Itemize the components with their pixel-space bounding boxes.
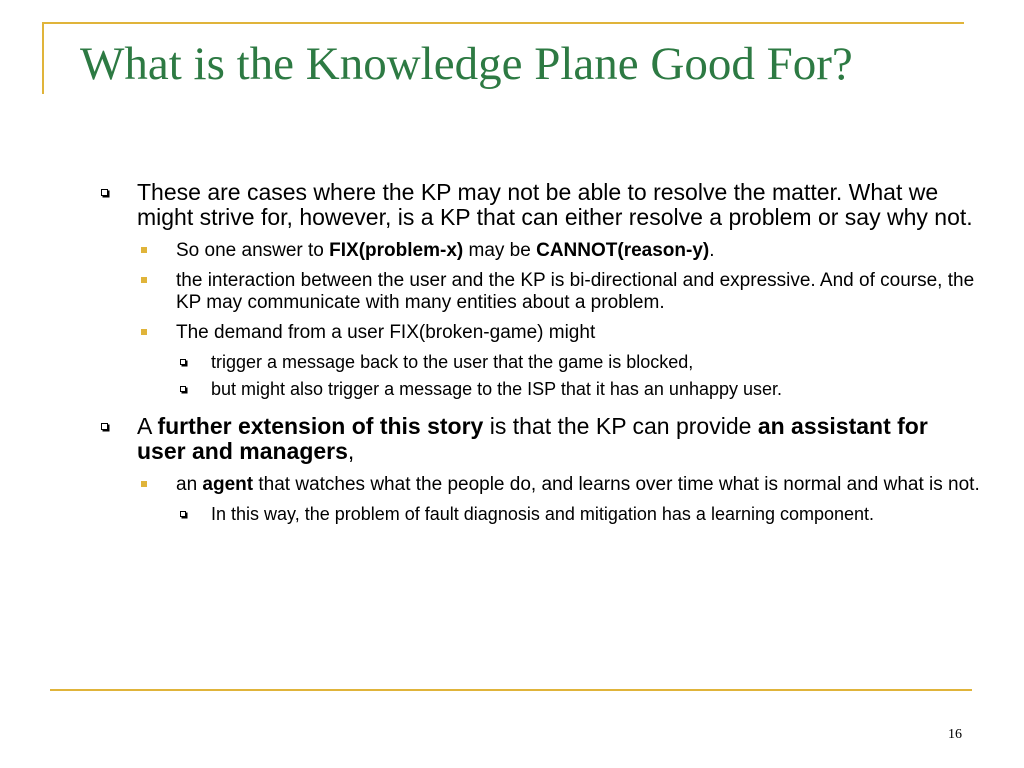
bullet-text-post: , [347, 438, 355, 464]
bullet-text: These are cases where the KP may not be able to resolve the matter. What we might strive for, however, is a KP that can either resolve a problem or say why not. [137, 179, 973, 230]
sub-bullet-text-mid: may be [463, 240, 537, 261]
frame-bottom-line [50, 689, 972, 691]
sub-bullet-agent [100, 474, 980, 496]
further-extension-term: further extension of this story [157, 413, 484, 439]
sub-bullet-text: The demand from a user FIX(broken-game) might [176, 322, 596, 343]
sub-sub-bullet-trigger-user [100, 352, 980, 373]
frame-left-line [42, 22, 44, 94]
filled-square-bullet-icon [141, 277, 147, 283]
page-number: 16 [948, 727, 962, 742]
filled-square-bullet-icon [141, 247, 147, 253]
sub-sub-bullet-learning [100, 504, 980, 525]
sub-bullet-demand [100, 322, 980, 344]
frame-top-line [42, 22, 964, 24]
sub-bullet-text: the interaction between the user and the KP is bi-directional and expressive. And of course, the KP may communicate with many entities about a problem. [176, 270, 975, 313]
sub-sub-bullet-text: In this way, the problem of fault diagnosis and mitigation has a learning component. [211, 504, 875, 524]
sub-sub-bullet-text: trigger a message back to the user that the game is blocked, [211, 352, 694, 372]
sub-bullet-interaction [100, 270, 980, 314]
filled-square-bullet-icon [141, 329, 147, 335]
sub-bullet-text-pre: an [176, 474, 203, 495]
assistant-term: an assistant for user and managers [137, 413, 928, 464]
agent-term: agent [202, 474, 254, 495]
bullet-text-mid: is that the KP can provide [483, 413, 758, 439]
cannot-reason-term: CANNOT(reason-y) [536, 240, 710, 261]
bullet-text-pre: A [137, 413, 158, 439]
hollow-square-bullet-icon [180, 386, 186, 392]
sub-bullet-fix-answer [100, 240, 980, 262]
hollow-square-bullet-icon [180, 511, 186, 517]
slide-title: What is the Knowledge Plane Good For? [80, 38, 853, 90]
sub-bullet-text-pre: So one answer to [176, 240, 330, 261]
hollow-square-bullet-icon [101, 423, 108, 430]
hollow-square-bullet-icon [101, 189, 108, 196]
bullet-cases-unresolvable [100, 180, 980, 230]
sub-bullet-text-post: that watches what the people do, and learns over time what is normal and what is not. [253, 474, 980, 495]
sub-bullet-text-post: . [709, 240, 715, 261]
slide-body [100, 180, 980, 531]
fix-problem-term: FIX(problem-x) [329, 240, 464, 261]
filled-square-bullet-icon [141, 481, 147, 487]
bullet-further-extension [100, 414, 980, 464]
sub-sub-bullet-text: but might also trigger a message to the ISP that it has an unhappy user. [211, 379, 783, 399]
hollow-square-bullet-icon [180, 359, 186, 365]
sub-sub-bullet-trigger-isp [100, 379, 980, 400]
